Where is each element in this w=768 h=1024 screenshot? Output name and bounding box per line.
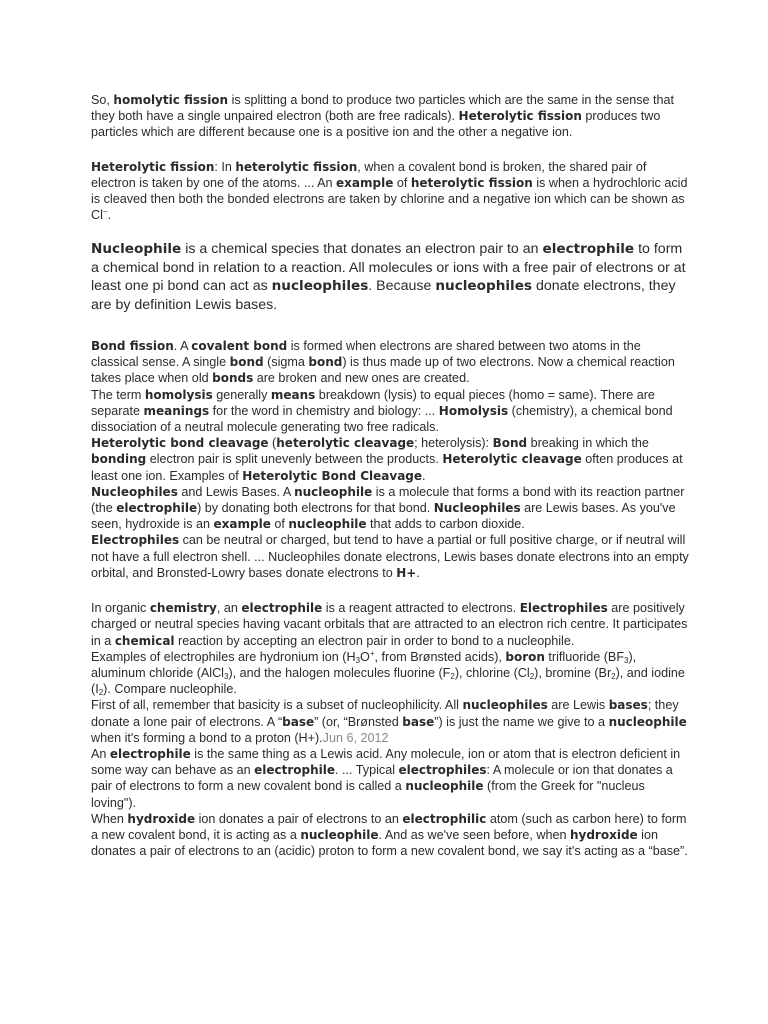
bold-term: Electrophiles [91, 533, 180, 548]
text-run: are broken and new ones are created. [253, 371, 470, 386]
text-run: is a molecule that forms a bond with its reaction partner (the [91, 484, 685, 516]
text-run: . And as we've seen before, when [378, 827, 570, 842]
bold-term: meanings [143, 403, 210, 418]
text-run: ; they donate a lone pair of electrons. A “ [91, 698, 679, 729]
text-run: ), aluminum chloride (AlCl [91, 649, 637, 680]
paragraph-hydroxide-nucleophile [91, 811, 690, 860]
text-run: breaking in which the [527, 436, 649, 451]
text-run: : A molecule or ion that donates a pair of electrons to form a new covalent bond is called a [91, 763, 673, 794]
text-run: to form a chemical bond in relation to a reaction. All molecules or ions with a free pair of electrons or at least one pi bond can act as [91, 241, 686, 295]
text-block-bond-fission [91, 338, 690, 581]
text-run: ( [268, 436, 277, 451]
bold-term: heterolytic fission [235, 159, 358, 174]
text-run: . A [173, 339, 192, 354]
bold-term: electrophiles [398, 763, 487, 778]
bold-term: nucleophile [288, 517, 367, 532]
subscript: 2 [98, 688, 104, 698]
text-run: reaction by accepting an electron pair in order to bond to a nucleophile. [174, 633, 575, 648]
text-run: ). Compare nucleophile. [103, 682, 237, 697]
bold-term: nucleophiles [462, 698, 548, 713]
bold-term: electrophile [542, 241, 635, 258]
paragraph-basicity-nucleophilicity [91, 697, 690, 746]
paragraph-nucleophiles-lewis-bases [91, 484, 690, 533]
bold-term: Heterolytic fission [458, 109, 582, 124]
text-run: and Lewis Bases. A [177, 484, 295, 499]
bold-term: electrophile [116, 501, 198, 516]
text-run: ion donates a pair of electrons to an (acidic) proton to form a new covalent bond, we say it's acting as a “base”. [91, 827, 688, 859]
bold-term: nucleophile [608, 714, 687, 729]
bold-term: H+ [396, 565, 417, 580]
bold-term: Heterolytic Bond Cleavage [242, 468, 423, 483]
paragraph-electrophile-examples [91, 649, 690, 698]
text-run: . [416, 565, 420, 580]
paragraph-homolytic-heterolytic-fission [91, 92, 690, 141]
paragraph-heterolytic-fission-definition [91, 159, 690, 224]
bold-term: Nucleophiles [433, 501, 521, 516]
bold-term: homolytic fission [113, 93, 229, 107]
bold-term: hydroxide [569, 827, 638, 842]
bold-term: base [282, 714, 315, 729]
bold-term: bases [608, 698, 648, 713]
subscript: 3 [355, 655, 361, 665]
bold-term: chemical [114, 633, 175, 648]
bold-term: bonds [212, 371, 254, 386]
text-run: . [422, 468, 426, 483]
bold-term: electrophile [254, 763, 336, 778]
text-run: . Because [368, 278, 436, 295]
subscript: 2 [611, 671, 616, 681]
text-run: can be neutral or charged, but tend to have a partial or full positive charge, or if neutral will not have a full electron shell. ... Nucleophiles donate electrons, Lewis bases donate electrons into an empty orbital, and Bronsted-Lowry bases donate electrons to [91, 533, 689, 580]
bold-term: bond [229, 355, 264, 370]
bold-term: example [336, 175, 394, 190]
text-run: When [91, 811, 128, 826]
text-run: ), chlorine (Cl [454, 665, 530, 680]
bold-term: nucleophile [300, 827, 379, 842]
text-run: ), and iodine (I [91, 665, 685, 697]
bold-term: homolysis [144, 387, 213, 402]
subscript: 3 [223, 671, 229, 681]
bold-term: chemistry [149, 601, 217, 616]
bold-term: Heterolytic cleavage [442, 452, 582, 467]
text-run: In organic [91, 601, 150, 616]
text-run: , from Brønsted acids), [374, 649, 506, 664]
bold-term: nucleophile [294, 484, 373, 499]
text-run: (chemistry), a chemical bond dissociation of a neutral molecule generating two free radicals. [91, 403, 673, 435]
bold-term: Heterolytic bond cleavage [91, 436, 269, 451]
bold-term: nucleophile [405, 779, 484, 794]
bold-term: electrophile [241, 601, 323, 616]
text-run: So, [91, 93, 114, 107]
paragraph-electrophile-organic-chemistry [91, 600, 690, 649]
text-run: is splitting a bond to produce two particles which are the same in the sense that they both have a single unpaired electron (both are free radicals). [91, 93, 675, 124]
text-block-electrophiles [91, 600, 690, 859]
text-run: are Lewis bases. As you've seen, hydroxide is an [91, 501, 676, 532]
subscript: 2 [450, 671, 455, 681]
bold-term: Nucleophiles [91, 484, 178, 499]
paragraph-heterolytic-bond-cleavage [91, 435, 690, 484]
text-run: ), bromine (Br [534, 665, 612, 680]
bold-term: covalent bond [191, 339, 288, 354]
text-run: , when a covalent bond is broken, the shared pair of electron is taken by one of the atoms. ... An [91, 159, 647, 190]
bold-term: bond [308, 355, 343, 370]
text-run: ), and the halogen molecules fluorine (F [228, 665, 451, 680]
paragraph-electrophiles-charge [91, 532, 690, 581]
text-run: that adds to carbon dioxide. [366, 517, 525, 532]
text-run: (from the Greek for "nucleus loving"). [91, 779, 645, 810]
paragraph-nucleophile-definition [91, 240, 690, 314]
text-run: ) by donating both electrons for that bond. [197, 501, 434, 516]
text-run: ”) is just the name we give to a [434, 714, 609, 729]
subscript: 2 [529, 671, 535, 681]
text-run: is when a hydrochloric acid is cleaved then both the bonded electrons are taken by chlorine and a negative ion which can be shown as Cl [91, 175, 688, 223]
text-run: O [360, 649, 370, 664]
bold-term: boron [505, 649, 545, 664]
paragraph-homolysis [91, 387, 690, 436]
text-run: for the word in chemistry and biology: ... [209, 403, 439, 418]
bold-term: Homolysis [438, 403, 509, 418]
bold-term: hydroxide [127, 811, 196, 826]
text-run: of [393, 175, 411, 190]
bold-term: bonding [91, 452, 147, 467]
text-run: is the same thing as a Lewis acid. Any molecule, ion or atom that is electron deficient in some way can behave as an [91, 746, 681, 778]
bold-term: Heterolytic fission [91, 159, 215, 174]
bold-term: nucleophiles [271, 278, 369, 295]
text-run: are positively charged or neutral species having vacant orbitals that are attracted to an electron rich centre. It participates in a [91, 601, 688, 648]
bold-term: Electrophiles [519, 601, 608, 616]
text-run: ” (or, “Brønsted [314, 714, 403, 729]
bold-term: base [402, 714, 435, 729]
bold-term: nucleophiles [435, 278, 533, 295]
text-run: Examples of electrophiles are hydronium ion (H [91, 649, 356, 664]
text-run: donate electrons, they are by definition Lewis bases. [91, 278, 676, 313]
text-run: . [107, 208, 112, 223]
text-run: : In [214, 159, 236, 174]
text-run: is formed when electrons are shared between two atoms in the classical sense. A single [91, 339, 641, 370]
text-run: often produces at least one ion. Examples of [91, 452, 683, 483]
text-run: is a reagent attracted to electrons. [322, 601, 520, 616]
text-run: of [270, 517, 289, 532]
text-run: ) is thus made up of two electrons. Now a chemical reaction takes place when old [91, 355, 675, 386]
text-run: electron pair is split unevenly between the products. [146, 452, 443, 467]
paragraph-electrophile-lewis-acid [91, 746, 690, 811]
bold-term: electrophile [109, 746, 191, 761]
superscript: + [369, 648, 375, 658]
text-run: (sigma [263, 355, 309, 370]
text-run: is a chemical species that donates an electron pair to an [181, 241, 543, 258]
text-run: produces two particles which are different because one is a positive ion and the other a negative ion. [91, 109, 661, 140]
bold-term: means [270, 387, 316, 402]
bold-term: example [213, 517, 271, 532]
text-run: when it's forming a bond to a proton (H+). [91, 730, 323, 745]
text-run: . ... Typical [335, 763, 399, 778]
bold-term: Nucleophile [91, 241, 182, 258]
bold-term: Bond [492, 436, 528, 451]
text-run: ; heterolysis): [414, 436, 493, 451]
subscript: 3 [624, 655, 629, 665]
text-run: are Lewis [547, 698, 609, 713]
text-run: First of all, remember that basicity is a subset of nucleophilicity. All [91, 698, 463, 713]
text-run: breakdown (lysis) to equal pieces (homo = same). There are separate [91, 387, 655, 418]
text-run: trifluoride (BF [544, 649, 625, 664]
bold-term: electrophilic [402, 811, 487, 826]
superscript: − [102, 207, 108, 217]
text-run: generally [212, 387, 271, 402]
paragraph-bond-fission [91, 338, 690, 387]
text-run: atom (such as carbon here) to form a new covalent bond, it is acting as a [91, 811, 687, 842]
bold-term: heterolytic fission [410, 175, 533, 190]
text-run: An [91, 746, 110, 761]
text-run: ion donates a pair of electrons to an [195, 811, 403, 826]
text-run: , an [216, 601, 242, 616]
date-stamp: Jun 6, 2012 [322, 730, 389, 745]
text-run: The term [91, 387, 145, 402]
bold-term: heterolytic cleavage [276, 436, 415, 451]
bold-term: Bond fission [91, 339, 174, 354]
